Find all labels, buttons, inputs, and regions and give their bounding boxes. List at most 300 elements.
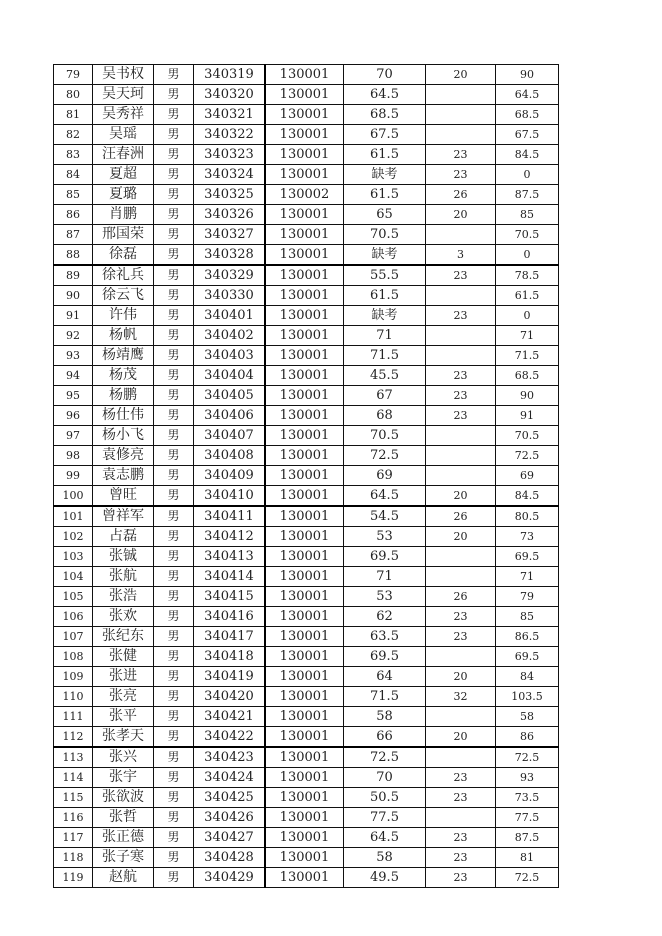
score-cell: 71 (344, 567, 426, 587)
exam-id-cell: 340320 (194, 85, 266, 105)
name-cell: 杨帆 (93, 326, 154, 346)
row-number-cell: 108 (54, 647, 93, 667)
bonus-cell (426, 747, 496, 768)
exam-id-cell: 340428 (194, 848, 266, 868)
exam-id-cell: 340405 (194, 386, 266, 406)
sex-cell: 男 (154, 687, 194, 707)
total-cell: 90 (496, 65, 559, 85)
table-row (54, 687, 559, 707)
sex-cell: 男 (154, 848, 194, 868)
bonus-cell: 20 (426, 727, 496, 748)
bonus-cell: 23 (426, 265, 496, 286)
table-row (54, 486, 559, 507)
row-number-cell: 100 (54, 486, 93, 507)
bonus-cell (426, 707, 496, 727)
bonus-cell (426, 85, 496, 105)
sex-cell: 男 (154, 446, 194, 466)
table-row (54, 808, 559, 828)
score-cell: 58 (344, 707, 426, 727)
score-cell: 71.5 (344, 687, 426, 707)
exam-id-cell: 340427 (194, 828, 266, 848)
name-cell: 张正德 (93, 828, 154, 848)
row-number-cell: 115 (54, 788, 93, 808)
table-row (54, 406, 559, 426)
total-cell: 73.5 (496, 788, 559, 808)
total-cell: 69 (496, 466, 559, 486)
table-row (54, 848, 559, 868)
total-cell: 87.5 (496, 185, 559, 205)
score-cell: 67.5 (344, 125, 426, 145)
score-cell: 69.5 (344, 647, 426, 667)
row-number-cell: 103 (54, 547, 93, 567)
table-row (54, 366, 559, 386)
score-cell: 71.5 (344, 346, 426, 366)
room-cell: 130001 (265, 346, 344, 366)
total-cell: 93 (496, 768, 559, 788)
exam-id-cell: 340412 (194, 527, 266, 547)
table-row (54, 346, 559, 366)
bonus-cell: 23 (426, 868, 496, 888)
bonus-cell: 20 (426, 527, 496, 547)
exam-id-cell: 340408 (194, 446, 266, 466)
sex-cell: 男 (154, 185, 194, 205)
row-number-cell: 98 (54, 446, 93, 466)
name-cell: 张宇 (93, 768, 154, 788)
name-cell: 徐磊 (93, 245, 154, 266)
score-cell: 72.5 (344, 446, 426, 466)
row-number-cell: 105 (54, 587, 93, 607)
exam-id-cell: 340321 (194, 105, 266, 125)
name-cell: 张进 (93, 667, 154, 687)
room-cell: 130001 (265, 527, 344, 547)
room-cell: 130001 (265, 105, 344, 125)
row-number-cell: 89 (54, 265, 93, 286)
score-cell: 68.5 (344, 105, 426, 125)
score-cell: 64.5 (344, 486, 426, 507)
row-number-cell: 107 (54, 627, 93, 647)
score-cell: 64 (344, 667, 426, 687)
bonus-cell: 23 (426, 386, 496, 406)
bonus-cell: 26 (426, 506, 496, 527)
exam-id-cell: 340406 (194, 406, 266, 426)
row-number-cell: 102 (54, 527, 93, 547)
score-cell: 缺考 (344, 165, 426, 185)
total-cell: 79 (496, 587, 559, 607)
score-cell: 54.5 (344, 506, 426, 527)
sex-cell: 男 (154, 105, 194, 125)
row-number-cell: 96 (54, 406, 93, 426)
row-number-cell: 86 (54, 205, 93, 225)
table-row (54, 245, 559, 266)
score-cell: 61.5 (344, 145, 426, 165)
sex-cell: 男 (154, 607, 194, 627)
total-cell: 84 (496, 667, 559, 687)
name-cell: 张亮 (93, 687, 154, 707)
exam-id-cell: 340425 (194, 788, 266, 808)
table-row (54, 768, 559, 788)
score-cell: 55.5 (344, 265, 426, 286)
total-cell: 0 (496, 306, 559, 326)
table-row (54, 306, 559, 326)
exam-id-cell: 340419 (194, 667, 266, 687)
score-cell: 53 (344, 527, 426, 547)
row-number-cell: 101 (54, 506, 93, 527)
sex-cell: 男 (154, 547, 194, 567)
row-number-cell: 99 (54, 466, 93, 486)
name-cell: 汪春洲 (93, 145, 154, 165)
room-cell: 130001 (265, 65, 344, 85)
bonus-cell (426, 647, 496, 667)
exam-id-cell: 340422 (194, 727, 266, 748)
table-row (54, 667, 559, 687)
row-number-cell: 92 (54, 326, 93, 346)
table-row (54, 386, 559, 406)
name-cell: 曾旺 (93, 486, 154, 507)
row-number-cell: 113 (54, 747, 93, 768)
name-cell: 夏璐 (93, 185, 154, 205)
sex-cell: 男 (154, 627, 194, 647)
name-cell: 张孝天 (93, 727, 154, 748)
bonus-cell: 20 (426, 667, 496, 687)
row-number-cell: 117 (54, 828, 93, 848)
score-cell: 45.5 (344, 366, 426, 386)
total-cell: 67.5 (496, 125, 559, 145)
exam-id-cell: 340417 (194, 627, 266, 647)
total-cell: 61.5 (496, 286, 559, 306)
bonus-cell: 20 (426, 65, 496, 85)
name-cell: 张纪东 (93, 627, 154, 647)
bonus-cell (426, 225, 496, 245)
sex-cell: 男 (154, 406, 194, 426)
sex-cell: 男 (154, 647, 194, 667)
room-cell: 130001 (265, 306, 344, 326)
table-row (54, 65, 559, 85)
sex-cell: 男 (154, 486, 194, 507)
sex-cell: 男 (154, 165, 194, 185)
table-row (54, 587, 559, 607)
bonus-cell: 20 (426, 486, 496, 507)
row-number-cell: 90 (54, 286, 93, 306)
bonus-cell: 23 (426, 788, 496, 808)
sex-cell: 男 (154, 245, 194, 266)
sex-cell: 男 (154, 667, 194, 687)
sex-cell: 男 (154, 386, 194, 406)
room-cell: 130001 (265, 647, 344, 667)
exam-id-cell: 340420 (194, 687, 266, 707)
row-number-cell: 118 (54, 848, 93, 868)
exam-id-cell: 340328 (194, 245, 266, 266)
table-row (54, 326, 559, 346)
score-cell: 62 (344, 607, 426, 627)
row-number-cell: 85 (54, 185, 93, 205)
exam-id-cell: 340401 (194, 306, 266, 326)
room-cell: 130001 (265, 567, 344, 587)
score-cell: 64.5 (344, 85, 426, 105)
name-cell: 张平 (93, 707, 154, 727)
table-row (54, 85, 559, 105)
room-cell: 130001 (265, 286, 344, 306)
score-table (53, 64, 559, 888)
bonus-cell (426, 286, 496, 306)
name-cell: 张浩 (93, 587, 154, 607)
row-number-cell: 109 (54, 667, 93, 687)
sex-cell: 男 (154, 145, 194, 165)
sex-cell: 男 (154, 466, 194, 486)
row-number-cell: 79 (54, 65, 93, 85)
total-cell: 71 (496, 567, 559, 587)
name-cell: 吴秀祥 (93, 105, 154, 125)
row-number-cell: 111 (54, 707, 93, 727)
exam-id-cell: 340415 (194, 587, 266, 607)
row-number-cell: 97 (54, 426, 93, 446)
table-row (54, 165, 559, 185)
total-cell: 85 (496, 205, 559, 225)
sex-cell: 男 (154, 85, 194, 105)
table-row (54, 868, 559, 888)
row-number-cell: 116 (54, 808, 93, 828)
table-row (54, 286, 559, 306)
score-cell: 64.5 (344, 828, 426, 848)
sex-cell: 男 (154, 306, 194, 326)
room-cell: 130001 (265, 868, 344, 888)
total-cell: 0 (496, 165, 559, 185)
score-cell: 71 (344, 326, 426, 346)
total-cell: 58 (496, 707, 559, 727)
bonus-cell (426, 346, 496, 366)
name-cell: 徐礼兵 (93, 265, 154, 286)
table-row (54, 627, 559, 647)
room-cell: 130001 (265, 366, 344, 386)
table-row (54, 125, 559, 145)
bonus-cell: 23 (426, 165, 496, 185)
room-cell: 130001 (265, 506, 344, 527)
table-row (54, 607, 559, 627)
room-cell: 130001 (265, 667, 344, 687)
exam-id-cell: 340423 (194, 747, 266, 768)
exam-id-cell: 340409 (194, 466, 266, 486)
bonus-cell (426, 326, 496, 346)
row-number-cell: 81 (54, 105, 93, 125)
name-cell: 吴天珂 (93, 85, 154, 105)
total-cell: 91 (496, 406, 559, 426)
sex-cell: 男 (154, 346, 194, 366)
total-cell: 72.5 (496, 747, 559, 768)
sex-cell: 男 (154, 707, 194, 727)
exam-id-cell: 340421 (194, 707, 266, 727)
table-row (54, 426, 559, 446)
exam-id-cell: 340322 (194, 125, 266, 145)
room-cell: 130001 (265, 205, 344, 225)
exam-id-cell: 340429 (194, 868, 266, 888)
sex-cell: 男 (154, 587, 194, 607)
sex-cell: 男 (154, 65, 194, 85)
exam-id-cell: 340410 (194, 486, 266, 507)
name-cell: 张航 (93, 567, 154, 587)
name-cell: 袁修亮 (93, 446, 154, 466)
bonus-cell (426, 426, 496, 446)
row-number-cell: 87 (54, 225, 93, 245)
name-cell: 张铖 (93, 547, 154, 567)
room-cell: 130001 (265, 326, 344, 346)
sex-cell: 男 (154, 225, 194, 245)
bonus-cell: 23 (426, 607, 496, 627)
score-cell: 49.5 (344, 868, 426, 888)
total-cell: 87.5 (496, 828, 559, 848)
table-row (54, 747, 559, 768)
bonus-cell: 23 (426, 828, 496, 848)
exam-id-cell: 340414 (194, 567, 266, 587)
bonus-cell: 3 (426, 245, 496, 266)
name-cell: 张欢 (93, 607, 154, 627)
room-cell: 130002 (265, 185, 344, 205)
score-cell: 72.5 (344, 747, 426, 768)
bonus-cell (426, 446, 496, 466)
bonus-cell (426, 808, 496, 828)
room-cell: 130001 (265, 265, 344, 286)
room-cell: 130001 (265, 125, 344, 145)
row-number-cell: 93 (54, 346, 93, 366)
row-number-cell: 94 (54, 366, 93, 386)
total-cell: 80.5 (496, 506, 559, 527)
sex-cell: 男 (154, 527, 194, 547)
row-number-cell: 91 (54, 306, 93, 326)
name-cell: 吴书权 (93, 65, 154, 85)
row-number-cell: 112 (54, 727, 93, 748)
score-cell: 50.5 (344, 788, 426, 808)
table-row (54, 788, 559, 808)
bonus-cell: 23 (426, 768, 496, 788)
exam-id-cell: 340325 (194, 185, 266, 205)
score-table-body (54, 65, 559, 888)
name-cell: 张欲波 (93, 788, 154, 808)
exam-id-cell: 340319 (194, 65, 266, 85)
total-cell: 77.5 (496, 808, 559, 828)
total-cell: 68.5 (496, 105, 559, 125)
room-cell: 130001 (265, 406, 344, 426)
row-number-cell: 95 (54, 386, 93, 406)
room-cell: 130001 (265, 808, 344, 828)
table-row (54, 205, 559, 225)
exam-id-cell: 340411 (194, 506, 266, 527)
room-cell: 130001 (265, 165, 344, 185)
exam-id-cell: 340403 (194, 346, 266, 366)
table-row (54, 506, 559, 527)
table-row (54, 547, 559, 567)
table-row (54, 446, 559, 466)
table-row (54, 185, 559, 205)
table-row (54, 567, 559, 587)
room-cell: 130001 (265, 788, 344, 808)
total-cell: 84.5 (496, 486, 559, 507)
total-cell: 78.5 (496, 265, 559, 286)
name-cell: 杨仕伟 (93, 406, 154, 426)
table-row (54, 466, 559, 486)
row-number-cell: 88 (54, 245, 93, 266)
total-cell: 68.5 (496, 366, 559, 386)
sex-cell: 男 (154, 868, 194, 888)
bonus-cell (426, 105, 496, 125)
exam-id-cell: 340416 (194, 607, 266, 627)
bonus-cell (426, 125, 496, 145)
room-cell: 130001 (265, 145, 344, 165)
table-row (54, 828, 559, 848)
room-cell: 130001 (265, 85, 344, 105)
score-cell: 67 (344, 386, 426, 406)
score-cell: 61.5 (344, 185, 426, 205)
sex-cell: 男 (154, 286, 194, 306)
sex-cell: 男 (154, 828, 194, 848)
sex-cell: 男 (154, 426, 194, 446)
exam-id-cell: 340329 (194, 265, 266, 286)
name-cell: 张兴 (93, 747, 154, 768)
sex-cell: 男 (154, 366, 194, 386)
score-cell: 65 (344, 205, 426, 225)
room-cell: 130001 (265, 486, 344, 507)
room-cell: 130001 (265, 547, 344, 567)
total-cell: 85 (496, 607, 559, 627)
total-cell: 103.5 (496, 687, 559, 707)
total-cell: 69.5 (496, 547, 559, 567)
bonus-cell: 26 (426, 185, 496, 205)
room-cell: 130001 (265, 426, 344, 446)
total-cell: 64.5 (496, 85, 559, 105)
room-cell: 130001 (265, 245, 344, 266)
score-cell: 63.5 (344, 627, 426, 647)
total-cell: 69.5 (496, 647, 559, 667)
score-cell: 53 (344, 587, 426, 607)
room-cell: 130001 (265, 727, 344, 748)
sex-cell: 男 (154, 747, 194, 768)
table-row (54, 225, 559, 245)
room-cell: 130001 (265, 627, 344, 647)
total-cell: 90 (496, 386, 559, 406)
sex-cell: 男 (154, 125, 194, 145)
name-cell: 赵航 (93, 868, 154, 888)
sex-cell: 男 (154, 567, 194, 587)
bonus-cell (426, 547, 496, 567)
total-cell: 0 (496, 245, 559, 266)
row-number-cell: 119 (54, 868, 93, 888)
score-cell: 61.5 (344, 286, 426, 306)
table-row (54, 527, 559, 547)
score-cell: 70.5 (344, 426, 426, 446)
name-cell: 杨茂 (93, 366, 154, 386)
name-cell: 杨鹏 (93, 386, 154, 406)
sex-cell: 男 (154, 727, 194, 748)
table-row (54, 105, 559, 125)
room-cell: 130001 (265, 747, 344, 768)
name-cell: 吴瑶 (93, 125, 154, 145)
room-cell: 130001 (265, 587, 344, 607)
score-cell: 69 (344, 466, 426, 486)
score-cell: 58 (344, 848, 426, 868)
score-cell: 66 (344, 727, 426, 748)
total-cell: 71 (496, 326, 559, 346)
total-cell: 70.5 (496, 426, 559, 446)
score-cell: 缺考 (344, 306, 426, 326)
room-cell: 130001 (265, 768, 344, 788)
total-cell: 70.5 (496, 225, 559, 245)
exam-id-cell: 340330 (194, 286, 266, 306)
name-cell: 曾祥军 (93, 506, 154, 527)
exam-id-cell: 340402 (194, 326, 266, 346)
total-cell: 71.5 (496, 346, 559, 366)
sex-cell: 男 (154, 326, 194, 346)
table-row (54, 647, 559, 667)
bonus-cell: 23 (426, 145, 496, 165)
exam-id-cell: 340424 (194, 768, 266, 788)
name-cell: 张子寒 (93, 848, 154, 868)
